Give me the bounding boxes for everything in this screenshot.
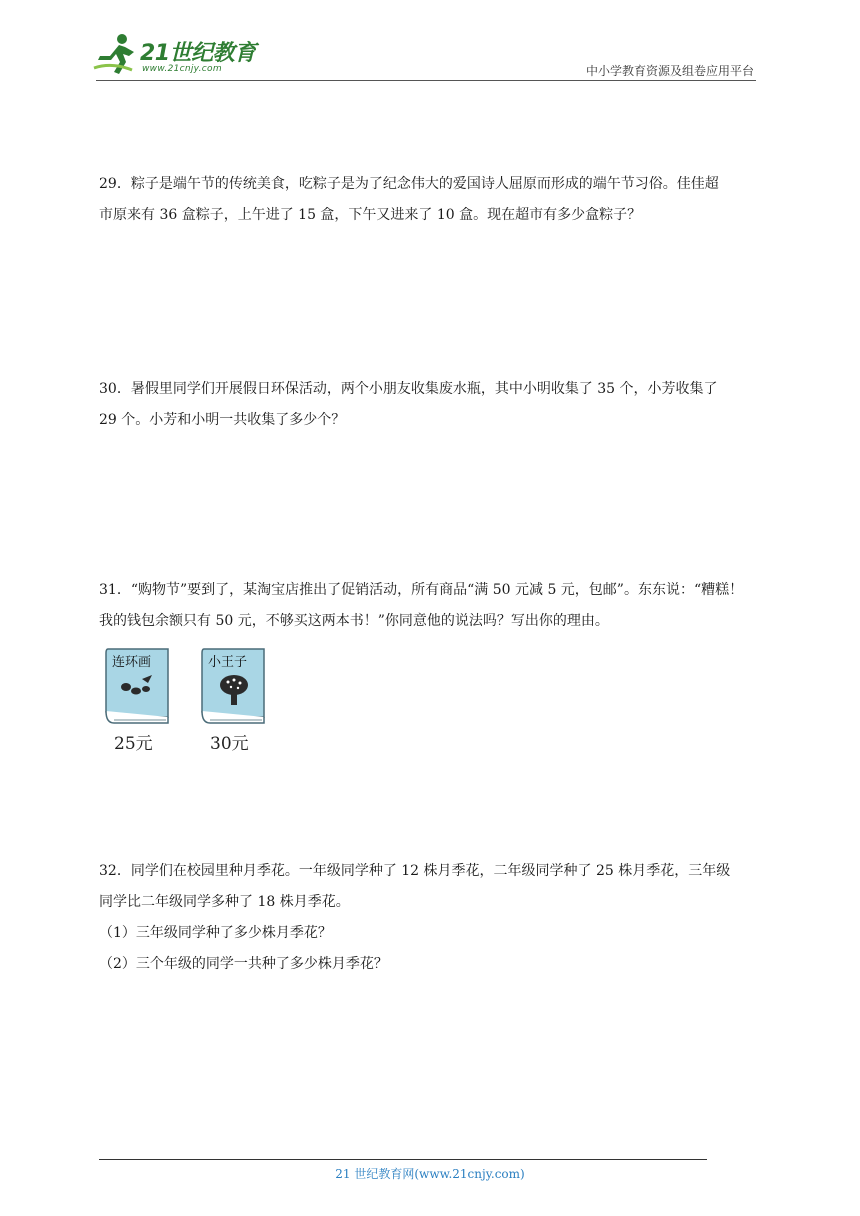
header-divider bbox=[96, 80, 756, 81]
sub-question-2: （2）三个年级的同学一共种了多少株月季花？ bbox=[99, 956, 388, 972]
footer-link[interactable]: 21 世纪教育网(www.21cnjy.com) bbox=[335, 1167, 525, 1181]
question-text: 32．同学们在校园里种月季花。一年级同学种了 12 株月季花，二年级同学种了 25 株月季花，三年级 bbox=[99, 863, 731, 879]
question-31 bbox=[99, 575, 764, 637]
site-logo[interactable] bbox=[92, 32, 262, 82]
footer-divider bbox=[99, 1159, 707, 1160]
book-title: 连环画 bbox=[112, 655, 152, 670]
question-29 bbox=[99, 169, 764, 231]
question-text: 市原来有 36 盒粽子，上午进了 15 盒，下午又进来了 10 盒。现在超市有多少盒粽子？ bbox=[99, 207, 642, 223]
platform-name: 中小学教育资源及组卷应用平台 bbox=[585, 64, 754, 78]
question-text: 29 个。小芳和小明一共收集了多少个？ bbox=[99, 412, 346, 428]
book-illustrations bbox=[102, 645, 282, 755]
book-little-prince bbox=[198, 645, 268, 754]
question-32 bbox=[99, 856, 764, 980]
logo-text: 21世纪教育 bbox=[140, 41, 256, 66]
page-header bbox=[0, 0, 860, 90]
runner-icon bbox=[92, 32, 138, 76]
book-comic bbox=[102, 645, 172, 754]
sub-question-1: （1）三年级同学种了多少株月季花？ bbox=[99, 925, 332, 941]
book-price: 30元 bbox=[210, 734, 249, 754]
question-text: 我的钱包余额只有 50 元，不够买这两本书！”你同意他的说法吗？写出你的理由。 bbox=[99, 613, 609, 629]
book-title: 小王子 bbox=[208, 655, 248, 670]
book-price: 25元 bbox=[114, 734, 153, 754]
question-text: 29．粽子是端午节的传统美食，吃粽子是为了纪念伟大的爱国诗人屈原而形成的端午节习俗。佳佳超 bbox=[99, 176, 719, 192]
question-text: 30．暑假里同学们开展假日环保活动，两个小朋友收集废水瓶，其中小明收集了 35 个，小芳收集了 bbox=[99, 381, 718, 397]
question-30 bbox=[99, 374, 764, 436]
logo-url: www.21cnjy.com bbox=[142, 64, 222, 74]
question-text: 同学比二年级同学多种了 18 株月季花。 bbox=[99, 894, 350, 910]
question-text: 31．“购物节”要到了，某淘宝店推出了促销活动，所有商品“满 50 元减 5 元，包邮”。东东说：“糟糕！ bbox=[99, 582, 744, 598]
